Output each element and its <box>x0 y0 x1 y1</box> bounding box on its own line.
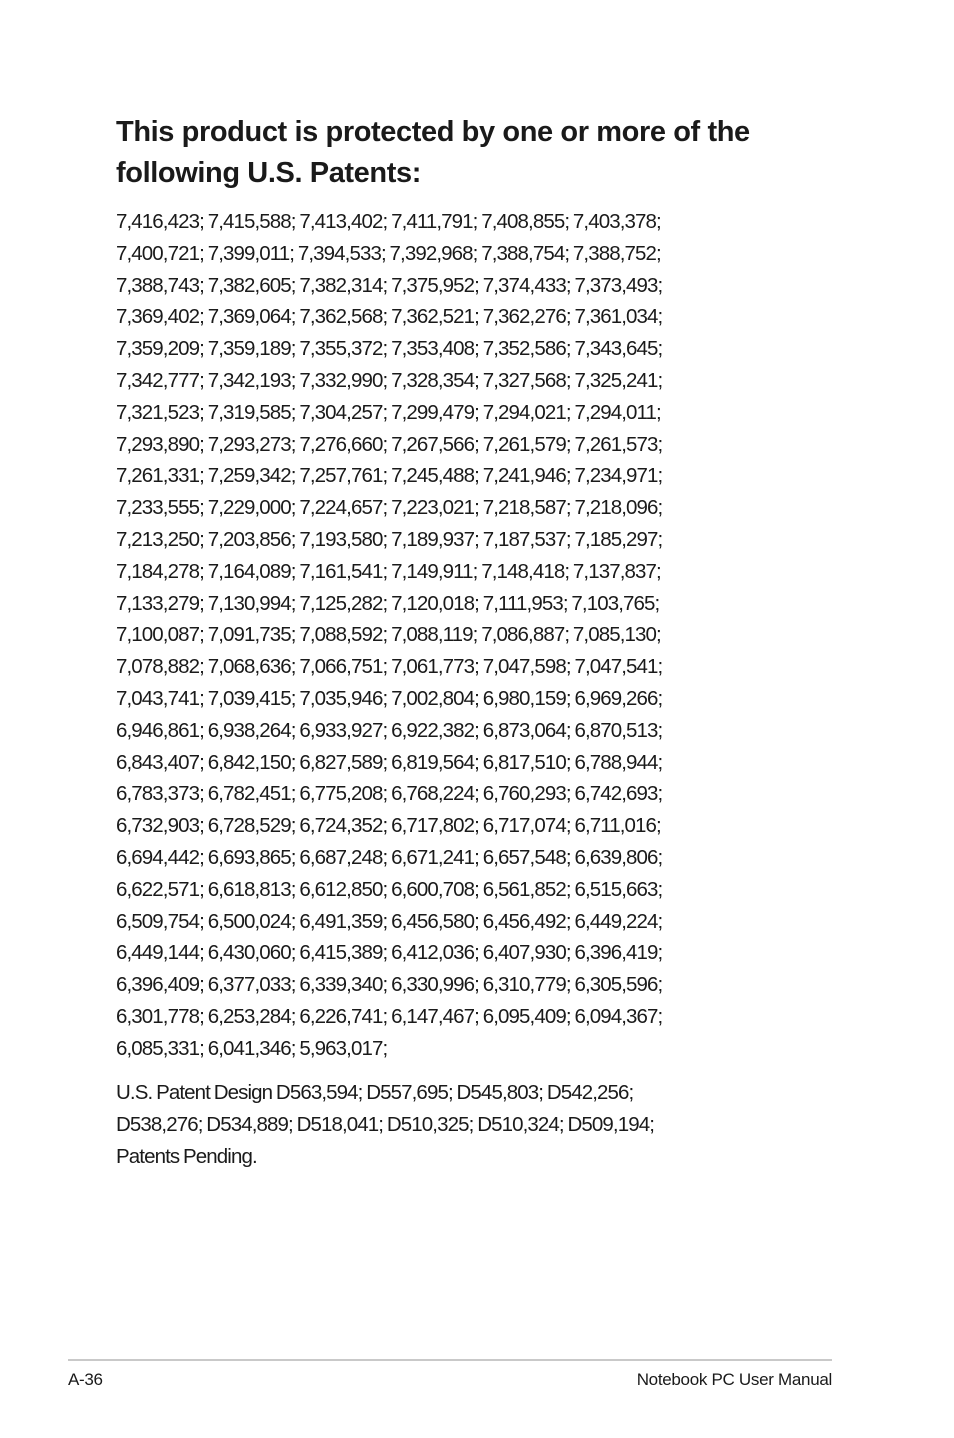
patent-line: 6,843,407; 6,842,150; 6,827,589; 6,819,564; 6,817,510; 6,788,944; <box>116 750 663 774</box>
patent-line: 7,184,278; 7,164,089; 7,161,541; 7,149,911; 7,148,418; 7,137,837; <box>116 559 661 583</box>
footer-page-number: A-36 <box>68 1370 103 1389</box>
patent-line: 7,321,523; 7,319,585; 7,304,257; 7,299,479; 7,294,021; 7,294,011; <box>116 400 661 424</box>
patent-line: 7,369,402; 7,369,064; 7,362,568; 7,362,521; 7,362,276; 7,361,034; <box>116 305 663 329</box>
footer-divider <box>68 1359 832 1361</box>
patent-number-list <box>116 206 836 1065</box>
patent-line: 7,416,423; 7,415,588; 7,413,402; 7,411,791; 7,408,855; 7,403,378; <box>116 210 661 233</box>
patent-line: 7,400,721; 7,399,011; 7,394,533; 7,392,968; 7,388,754; 7,388,752; <box>116 241 661 265</box>
patent-line: 7,342,777; 7,342,193; 7,332,990; 7,328,354; 7,327,568; 7,325,241; <box>116 368 663 392</box>
design-patent-line: D538,276; D534,889; D518,041; D510,325; D510,324; D509,194; <box>116 1113 654 1136</box>
footer-manual-title: Notebook PC User Manual <box>636 1370 832 1389</box>
design-patent-line: U.S. Patent Design D563,594; D557,695; D545,803; D542,256; <box>116 1081 634 1104</box>
patent-line: 7,043,741; 7,039,415; 7,035,946; 7,002,804; 6,980,159; 6,969,266; <box>116 686 663 710</box>
patent-line: 7,261,331; 7,259,342; 7,257,761; 7,245,488; 7,241,946; 7,234,971; <box>116 464 663 488</box>
patent-line: 6,509,754; 6,500,024; 6,491,359; 6,456,580; 6,456,492; 6,449,224; <box>116 909 663 933</box>
patent-line: 7,078,882; 7,068,636; 7,066,751; 7,061,773; 7,047,598; 7,047,541; <box>116 655 663 679</box>
patent-line: 7,359,209; 7,359,189; 7,355,372; 7,353,408; 7,352,586; 7,343,645; <box>116 337 663 361</box>
patent-line: 6,783,373; 6,782,451; 6,775,208; 6,768,224; 6,760,293; 6,742,693; <box>116 782 663 806</box>
patent-line: 6,449,144; 6,430,060; 6,415,389; 6,412,036; 6,407,930; 6,396,419; <box>116 941 663 965</box>
patent-line: 7,388,743; 7,382,605; 7,382,314; 7,375,952; 7,374,433; 7,373,493; <box>116 273 663 297</box>
patent-line: 6,085,331; 6,041,346; 5,963,017; <box>116 1036 388 1060</box>
page-title-line-1: This product is protected by one or more of the <box>116 116 750 148</box>
patent-line: 6,732,903; 6,728,529; 6,724,352; 6,717,802; 6,717,074; 6,711,016; <box>116 814 661 838</box>
patent-line: 7,233,555; 7,229,000; 7,224,657; 7,223,021; 7,218,587; 7,218,096; <box>116 496 663 520</box>
patent-line: 7,100,087; 7,091,735; 7,088,592; 7,088,119; 7,086,887; 7,085,130; <box>116 623 661 647</box>
patent-line: 6,301,778; 6,253,284; 6,226,741; 6,147,467; 6,095,409; 6,094,367; <box>116 1004 663 1028</box>
patent-line: 7,293,890; 7,293,273; 7,276,660; 7,267,566; 7,261,579; 7,261,573; <box>116 432 663 456</box>
page-title-line-2: following U.S. Patents: <box>116 157 421 189</box>
page-title <box>116 112 836 194</box>
patent-line: 7,133,279; 7,130,994; 7,125,282; 7,120,018; 7,111,953; 7,103,765; <box>116 591 660 615</box>
patent-line: 6,622,571; 6,618,813; 6,612,850; 6,600,708; 6,561,852; 6,515,663; <box>116 877 663 901</box>
patent-line: 6,694,442; 6,693,865; 6,687,248; 6,671,241; 6,657,548; 6,639,806; <box>116 845 663 869</box>
patent-line: 6,396,409; 6,377,033; 6,339,340; 6,330,996; 6,310,779; 6,305,596; <box>116 973 663 997</box>
design-patent-paragraph <box>116 1077 836 1173</box>
patents-pending-line: Patents Pending. <box>116 1145 257 1168</box>
patent-line: 6,946,861; 6,938,264; 6,933,927; 6,922,382; 6,873,064; 6,870,513; <box>116 718 663 742</box>
patent-line: 7,213,250; 7,203,856; 7,193,580; 7,189,937; 7,187,537; 7,185,297; <box>116 527 663 551</box>
